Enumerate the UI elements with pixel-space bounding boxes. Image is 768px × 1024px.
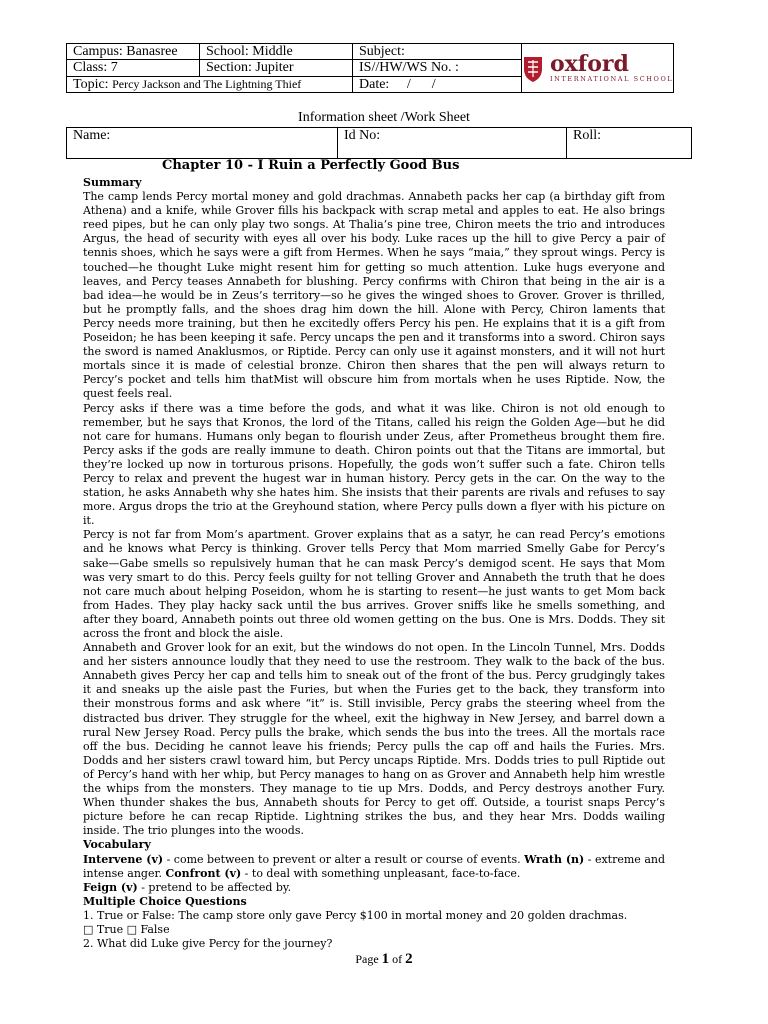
mcq-question: 1. True or False: The camp store only gave Percy $100 in mortal money and 20 golden drachmas. xyxy=(83,908,628,922)
section-cell: Section: Jupiter xyxy=(200,60,353,76)
date-cell: Date: / / xyxy=(353,76,522,92)
mcq-question: 2. What did Luke give Percy for the journey? xyxy=(83,937,333,951)
vocab-definition: - to deal with something unpleasant, face-to-face. xyxy=(241,866,521,880)
roll-field: Roll: xyxy=(567,128,692,159)
logo-cell xyxy=(522,44,674,93)
school-cell: School: Middle xyxy=(200,44,353,60)
summary-paragraph: Percy asks if there was a time before the gods, and what it was like. Chiron is not old enough to remember, but he says that Kronos, the lord of the Titans, called his reign the Golden Age—but he did not care for humans. Humans only began to flourish under Zeus, after Prometheus brought them fire. Percy asks if the gods are really immune to death. Chiron points out that the Titans are immortal, but they’re locked up now in torturous prisons. Hopefully, the gods won’t suffer such a fate. Chiron tells Percy to relax and prevent the hugest war in human history. Percy gets in the car. On the way to the station, he asks Annabeth why she hates him. She insists that their parents are rivals and refuses to say more. Argus drops the trio at the Greyhound station, where Percy pulls down a flyer with his picture on it. xyxy=(83,401,665,528)
vocab-term: Feign (v) xyxy=(83,880,138,894)
campus-cell: Campus: Banasree xyxy=(67,44,200,60)
vocab-definition: - extreme and intense anger. xyxy=(83,852,666,880)
vocab-term: Wrath (n) xyxy=(524,852,585,866)
vocab-definition: - pretend to be affected by. xyxy=(137,880,292,894)
of-word: of xyxy=(389,952,406,966)
vocab-definition: - come between to prevent or alter a result or course of events. xyxy=(163,852,525,866)
subject-cell: Subject: xyxy=(353,44,522,60)
summary-paragraph: Percy is not far from Mom’s apartment. Grover explains that as a satyr, he can read Percy’s emotions and he knows what Percy is thinking. Grover tells Percy that Mom married Smelly Gabe for Percy’s sake—Gabe smells so repulsively human that he can mask Percy’s demigod scent. He says that Mom was very smart to do this. Percy feels guilty for not telling Grover and Annabeth the truth that he does not care much about helping Poseidon, whom he is starting to resent—he just wants to get Mom back from Hades. They play hacky sack until the bus arrives. Grover sniffs like he smells something, and after they board, Annabeth points out three old women getting on the bus. One is Mrs. Dodds. They sit across the front and block the aisle. xyxy=(83,528,665,640)
summary-paragraph: Annabeth and Grover look for an exit, but the windows do not open. In the Lincoln Tunnel, Mrs. Dodds and her sisters announce loudly that they need to use the restroom. They walk to the back of the bus. Annabeth gives Percy her cap and tells him to sneak out of the front of the bus. Percy grudgingly takes it and sneaks up the aisle past the Furies, but when the Furies get to the back, they transform into their monstrous forms and ask where “it” is. Still invisible, Percy grabs the steering wheel from the distracted bus driver. They struggle for the wheel, exit the highway in New Jersey, and barrel down a rural New Jersey Road. Percy pulls the brake, which sends the bus into the trees. All the mortals race off the bus. Deciding he cannot leave his friends; Percy pulls the cap off and hails the Furies. Mrs. Dodds and her sisters crawl toward him, but Percy uncaps Riptide. Mrs. Dodds tries to pull Riptide out of Percy’s hand with her whip, but Percy manages to hang on as Grover and Annabeth help him wrestle the whips from the monsters. They manage to tie up Mrs. Dodds, and Percy destroys another Fury. When thunder shakes the bus, Annabeth shouts for Percy to get off. Outside, a tourist snaps Percy’s picture before he can recap Riptide. Lightning strikes the bus, and they hear Mrs. Dodds wailing inside. The trio plunges into the woods. xyxy=(83,641,665,838)
vocabulary-line xyxy=(83,881,665,895)
student-info-table xyxy=(66,127,692,159)
name-field: Name: xyxy=(67,128,338,159)
chapter-title: Chapter 10 - I Ruin a Perfectly Good Bus xyxy=(162,158,460,173)
vocab-term: Intervene (v) xyxy=(83,852,164,866)
header-table xyxy=(66,43,674,93)
vocab-term: Confront (v) xyxy=(165,866,242,880)
mcq-options: □ True □ False xyxy=(83,922,170,936)
page-total: 2 xyxy=(405,951,413,967)
topic-label: Topic: xyxy=(73,76,113,92)
logo-subtext: INTERNATIONAL SCHOOL xyxy=(550,75,674,83)
worksheet-content xyxy=(83,176,665,951)
oxford-crest-icon xyxy=(522,53,544,83)
page-number: 1 xyxy=(381,951,390,967)
topic-value: Percy Jackson and The Lightning Thief xyxy=(112,76,302,91)
info-sheet-title: Information sheet /Work Sheet xyxy=(298,110,470,125)
summary-paragraph: The camp lends Percy mortal money and gold drachmas. Annabeth packs her cap (a birthday gift from Athena) and a knife, while Grover fills his backpack with scrap metal and apples to eat. He also brings reed pipes, but he can only play two songs. At Thalia’s pine tree, Chiron meets the trio and introduces Argus, the head of security with eyes all over his body. Luke races up the hill to give Percy a pair of tennis shoes, which he says were a gift from Hermes. When he says “maia,” they sprout wings. Percy is touched—he thought Luke might resent him for getting so much attention. Luke hugs everyone and leaves, and Percy teases Annabeth for blushing. Percy confirms with Chiron that being in the air is a bad idea—he would be in Zeus’s territory—so he gives the winged shoes to Grover. Grover is thrilled, but he promptly falls, and the shoes drag him down the hill. Alone with Percy, Chiron laments that Percy needs more training, but then he excitedly offers Percy his pen. He explains that it is a gift from Poseidon; he has been keeping it safe. Percy uncaps the pen and it transforms into a sword. Chiron says the sword is named Anaklusmos, or Riptide. Percy can only use it against monsters, and it will not hurt mortals since it is made of celestial bronze. Chiron then shares that the pen will always return to Percy’s pocket and tells him thatMist will obscure him from mortals when he uses Riptide. Now, the quest feels real. xyxy=(83,190,665,401)
vocabulary-heading: Vocabulary xyxy=(83,838,151,852)
mcq-heading: Multiple Choice Questions xyxy=(83,894,247,908)
vocabulary-line xyxy=(83,853,665,881)
topic-cell xyxy=(67,76,353,92)
summary-heading: Summary xyxy=(83,176,142,189)
isno-cell: IS//HW/WS No. : xyxy=(353,60,522,76)
page-word: Page xyxy=(355,952,382,966)
class-cell: Class: 7 xyxy=(67,60,200,76)
id-field: Id No: xyxy=(338,128,567,159)
logo-wordmark: oxford xyxy=(550,51,629,77)
page-footer xyxy=(0,951,768,968)
